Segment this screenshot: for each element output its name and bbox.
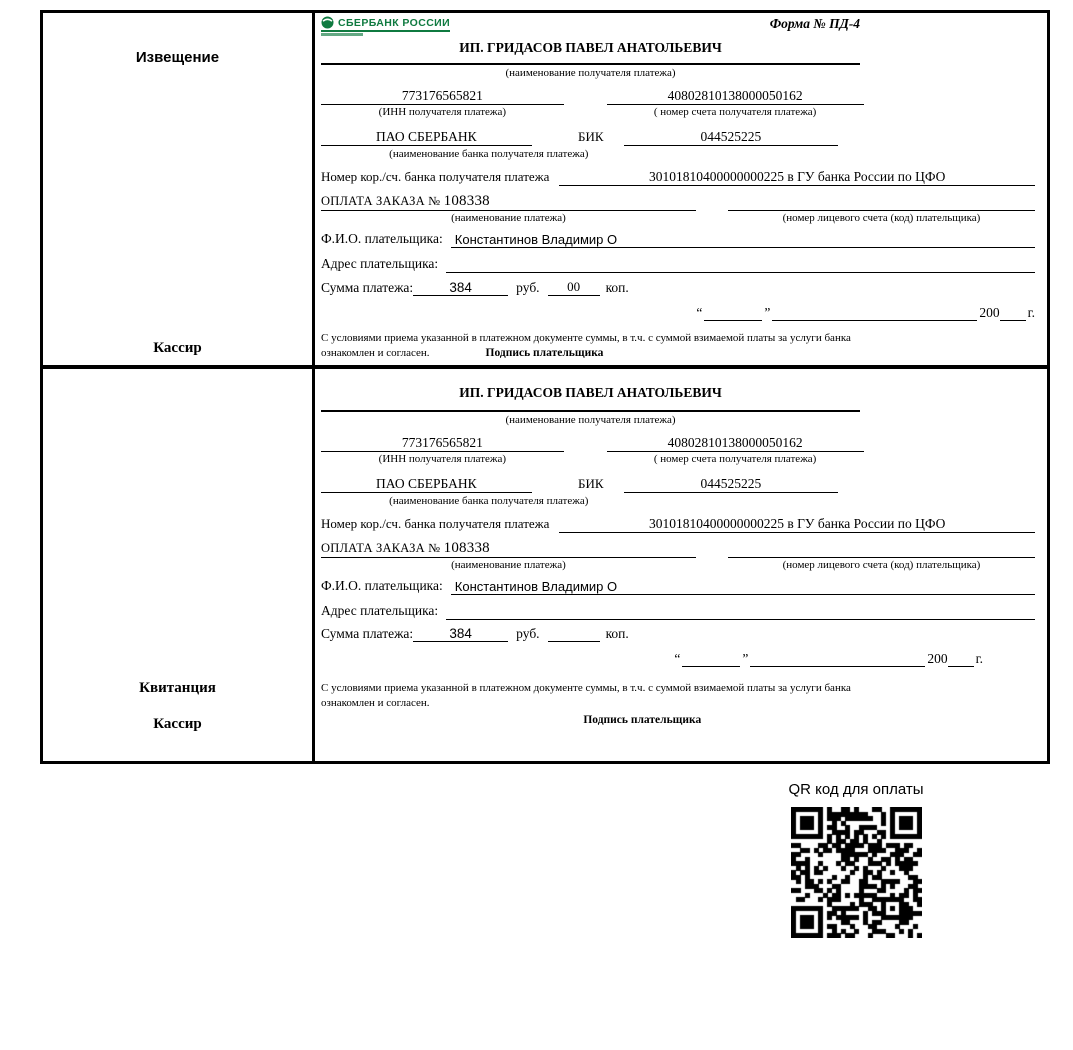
order-label: ОПЛАТА ЗАКАЗА №: [321, 541, 441, 555]
date-month-field: [772, 320, 977, 321]
notice-side-column: [43, 13, 315, 365]
agreement-line2-row: [321, 346, 1014, 362]
sum-kopecks-field: [548, 641, 600, 642]
inn-account-row: [321, 435, 1035, 452]
inn-field: 773176565821: [321, 435, 564, 452]
recipient-name-label: (наименование получателя платежа): [505, 67, 676, 79]
close-quote: ”: [742, 651, 749, 666]
date-month-field: [750, 666, 925, 667]
date-row: [321, 651, 1035, 667]
qr-title: QR код для оплаты: [788, 781, 924, 798]
corr-account-row: [321, 516, 1035, 533]
sberbank-logo-fineprint: [321, 33, 363, 36]
close-quote: ”: [764, 305, 771, 320]
sum-rubles-field: 384: [413, 626, 508, 642]
agreement-line2: ознакомлен и согласен.: [321, 346, 430, 359]
recipient-name: ИП. ГРИДАСОВ ПАВЕЛ АНАТОЛЬЕВИЧ: [321, 40, 860, 65]
payer-signature-label: Подпись плательщика: [583, 713, 702, 726]
purpose-label: (наименование платежа): [451, 212, 566, 224]
notice-top-strip: [321, 16, 860, 40]
agreement-line1: С условиями приема указанной в платежном документе суммы, в т.ч. с суммой взимаемой платы за услуги банка: [321, 332, 851, 344]
notice-main-column: [315, 13, 1047, 365]
kopecks-label: коп.: [605, 280, 629, 295]
year-suffix: г.: [1027, 305, 1035, 320]
year-prefix: 200: [927, 651, 948, 666]
corr-account-label: Номер кор./сч. банка получателя платежа: [321, 169, 550, 184]
payer-name-row: [321, 231, 1035, 248]
payer-name-row: [321, 578, 1035, 595]
corr-account-field: 30101810400000000225 в ГУ банка России по ЦФО: [559, 516, 1035, 533]
rubles-label: руб.: [516, 626, 540, 641]
bank-row: [321, 129, 1035, 146]
payer-address-label: Адрес плательщика:: [321, 603, 439, 618]
inn-label: (ИНН получателя платежа): [378, 453, 507, 465]
payment-purpose-field: [321, 193, 696, 211]
agreement-line2: ознакомлен и согласен.: [321, 696, 430, 709]
order-label: ОПЛАТА ЗАКАЗА №: [321, 194, 441, 208]
account-field: 40802810138000050162: [607, 435, 864, 452]
payer-name-field: Константинов Владимир О: [451, 232, 1035, 248]
rubles-label: руб.: [516, 280, 540, 295]
bik-label: БИК: [578, 476, 604, 491]
kopecks-label: коп.: [605, 626, 629, 641]
inn-account-row: [321, 88, 1035, 105]
spacer: [564, 106, 607, 118]
sum-label: Сумма платежа:: [321, 280, 414, 295]
recipient-name: ИП. ГРИДАСОВ ПАВЕЛ АНАТОЛЬЕВИЧ: [321, 385, 860, 412]
year-suffix: г.: [975, 651, 983, 666]
date-day-field: [682, 666, 740, 667]
personal-account-field: [728, 540, 1035, 558]
form-number-label: Форма № ПД-4: [769, 16, 861, 31]
payment-sum-row: [321, 279, 1035, 296]
receipt-side-column: [43, 369, 315, 761]
payer-address-label: Адрес плательщика:: [321, 256, 439, 271]
year-prefix: 200: [979, 305, 1000, 320]
bik-field: 044525225: [624, 476, 838, 493]
order-number: 108338: [443, 193, 490, 209]
spacer: [696, 559, 728, 571]
agreement-text: [321, 331, 1014, 361]
sberbank-logo-text: СБЕРБАНК РОССИИ: [338, 16, 451, 29]
date-day-field: [704, 320, 762, 321]
bank-row: [321, 476, 1035, 493]
open-quote: “: [696, 305, 703, 320]
corr-account-field: 30101810400000000225 в ГУ банка России по ЦФО: [559, 169, 1035, 186]
notice-cashier-label: Кассир: [153, 340, 202, 356]
sberbank-logo-line: [321, 16, 450, 32]
account-label: ( номер счета получателя платежа): [653, 453, 817, 465]
sberbank-emblem-icon: [321, 16, 334, 29]
open-quote: “: [674, 651, 681, 666]
inn-account-labels: [321, 453, 1035, 465]
payer-address-field: [446, 255, 1035, 273]
personal-account-label: (номер лицевого счета (код) плательщика): [782, 212, 981, 224]
bank-name-label: (наименование банка получателя платежа): [389, 495, 589, 507]
payment-purpose-row: [321, 193, 1035, 211]
notice-section: [43, 13, 1047, 369]
payment-purpose-row: [321, 540, 1035, 558]
payer-name-label: Ф.И.О. плательщика:: [321, 231, 443, 246]
purpose-labels-row: [321, 559, 1035, 571]
qr-code: [791, 807, 922, 938]
date-year-field: [948, 666, 974, 667]
bik-field: 044525225: [624, 129, 838, 146]
bank-name-field: ПАО СБЕРБАНК: [321, 476, 532, 493]
corr-account-row: [321, 169, 1035, 186]
order-number: 108338: [443, 540, 490, 556]
recipient-name-label: (наименование получателя платежа): [505, 414, 676, 426]
payment-sum-row: [321, 626, 1035, 642]
date-year-field: [1000, 320, 1026, 321]
agreement-text: [321, 681, 1014, 711]
sberbank-logo: [321, 16, 450, 36]
receipt-section: [43, 369, 1047, 761]
bank-name-field: ПАО СБЕРБАНК: [321, 129, 532, 146]
agreement-line1: С условиями приема указанной в платежном документе суммы, в т.ч. с суммой взимаемой платы за услуги банка: [321, 682, 851, 694]
payment-form-table: [40, 10, 1050, 764]
corr-account-label: Номер кор./сч. банка получателя платежа: [321, 516, 550, 531]
spacer: [696, 212, 728, 224]
personal-account-label: (номер лицевого счета (код) плательщика): [782, 559, 981, 571]
inn-label: (ИНН получателя платежа): [378, 106, 507, 118]
receipt-main-column: [315, 369, 1047, 761]
sum-kopecks-field: 00: [548, 279, 600, 296]
payer-signature-label: Подпись плательщика: [485, 346, 604, 359]
purpose-label: (наименование платежа): [451, 559, 566, 571]
qr-block: [736, 781, 976, 938]
bik-label: БИК: [578, 129, 604, 144]
date-row: [321, 305, 1035, 321]
payer-address-row: [321, 255, 1035, 273]
sum-label: Сумма платежа:: [321, 626, 414, 641]
inn-field: 773176565821: [321, 88, 564, 105]
inn-account-labels: [321, 106, 1035, 118]
receipt-title: Квитанция: [139, 680, 216, 696]
notice-title: Извещение: [135, 49, 220, 66]
receipt-cashier-label: Кассир: [153, 716, 202, 732]
payer-address-row: [321, 602, 1035, 620]
personal-account-field: [728, 193, 1035, 211]
payment-purpose-field: [321, 540, 696, 558]
payer-name-label: Ф.И.О. плательщика:: [321, 578, 443, 593]
purpose-labels-row: [321, 212, 1035, 224]
spacer: [564, 453, 607, 465]
sum-rubles-field: 384: [413, 280, 508, 296]
account-field: 40802810138000050162: [607, 88, 864, 105]
payer-address-field: [446, 602, 1035, 620]
account-label: ( номер счета получателя платежа): [653, 106, 817, 118]
bank-name-label: (наименование банка получателя платежа): [389, 148, 589, 160]
payer-name-field: Константинов Владимир О: [451, 579, 1035, 595]
